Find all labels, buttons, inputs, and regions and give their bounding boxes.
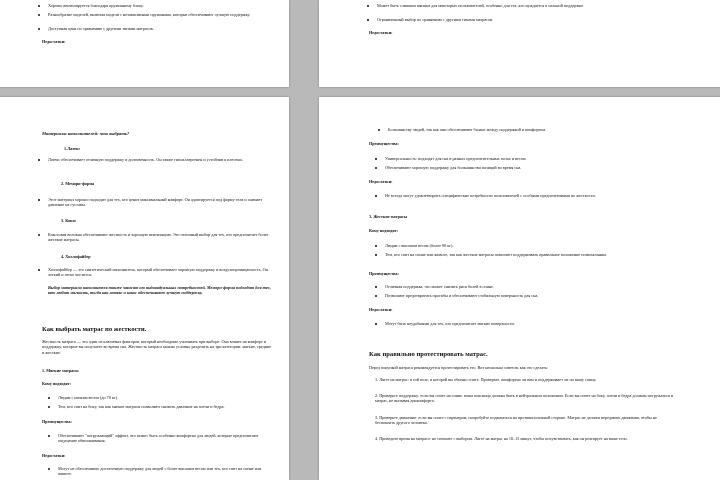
list-item: Латекс обеспечивает отличную поддержку и долговечность. Он также гипоаллергенен и устойчив к плесени. <box>48 157 243 162</box>
numbered-heading: 3. Кокос <box>61 218 77 223</box>
bullet <box>378 129 380 131</box>
bullet <box>375 323 377 325</box>
bullet <box>38 199 40 201</box>
section-label: Преимущества: <box>369 141 399 146</box>
list-item: Не всегда могут удовлетворить специфические потребности пользователей с особыми предпочтениями по жесткости. <box>385 193 596 198</box>
section-label: Преимущества: <box>42 419 72 424</box>
list-item: Могут не обеспечивать достаточную поддержку для людей с более высоким весом или тех, кто спит на спине или животе. <box>58 466 262 477</box>
bullet <box>375 195 377 197</box>
section-label: Кому подходят: <box>42 381 72 386</box>
emphasis-note: Выбор материала наполнителя также зависит от индивидуальных потребностей. Мемори-форма подходит для тех, кто любит мягкость, тогда как латекс и кокос обеспечивают лучшую поддержку. <box>48 285 271 296</box>
list-item: Доступная цена по сравнению с другими типами матрасов. <box>48 26 154 31</box>
list-item: Может быть слишком мягким для некоторых пользователей, особенно для тех, кто нуждается в сильной поддержке. <box>377 3 585 8</box>
document-page-4 <box>319 97 720 480</box>
document-page-2 <box>319 0 720 87</box>
bullet <box>48 468 50 470</box>
bullet <box>375 167 377 169</box>
bullet <box>375 245 377 247</box>
numbered-item: 4. Проведите время на матрасе: не спешите с выбором. Лягте на матрас на 10–15 минут, чтобы почувствовать, как он реагирует на ваше тело. <box>375 436 628 441</box>
document-page-3 <box>0 97 289 480</box>
document-page-1 <box>0 0 289 87</box>
numbered-heading: 1. Мягкие матрасы <box>42 368 79 373</box>
bullet <box>48 406 50 408</box>
section-heading: Как выбрать матрас по жесткости. <box>42 326 147 333</box>
bullet <box>375 286 377 288</box>
list-item: Ограниченный выбор по сравнению с другими типами матрасов. <box>377 17 494 22</box>
bullet <box>38 5 40 7</box>
section-label: Недостатки: <box>369 307 393 312</box>
bullet <box>38 28 40 30</box>
section-label: Преимущества: <box>369 271 399 276</box>
bullet <box>367 5 369 7</box>
numbered-heading: 2. Мемори-форма <box>61 181 95 186</box>
bullet <box>375 158 377 160</box>
list-item: Холлофайбер — это синтетический наполнитель, который обеспечивает хорошую поддержку и воздухопроницаемость. Он легкий и легко чистится. <box>48 267 268 278</box>
list-item: Универсальность: подходят для сна в разных предпочтительных позах и весом. <box>385 156 527 161</box>
numbered-item: 1. Лягте на матрас: в той позе, в которой вы обычно спите. Проверьте, комфортно ли вам и поддерживает ли он вашу спину. <box>375 377 597 382</box>
section-heading: Как правильно протестировать матрас. <box>369 351 488 358</box>
list-item: Тем, кто спит на боку, так как мягкие матрасы позволяют снизить давление на плечи и бедра. <box>58 404 225 409</box>
numbered-heading: 1.Латекс <box>64 146 81 151</box>
list-item: Людям с высоким весом (более 90 кг). <box>385 243 454 248</box>
paragraph: Перед покупкой матраса рекомендуется протестировать его. Вот несколько советов, как это сделать: <box>369 365 549 370</box>
list-item: Обеспечивают хорошую поддержку для большинства позиций во время сна. <box>385 165 522 170</box>
section-label: Кому подходят: <box>369 228 399 233</box>
bullet <box>48 397 50 399</box>
section-label: Недостатки: <box>42 453 66 458</box>
paragraph: Жесткость матраса — это один из ключевых факторов, который необходимо учитывать при выборе. Она влияет на комфорт и поддержку, которые вы получаете во время сна. Жесткость матраса можно условно разделить на три категории: мягкие, средние и жесткие. <box>42 339 272 355</box>
bullet <box>38 14 40 16</box>
section-title: Материалы наполнителей: что выбрать? <box>42 131 130 136</box>
numbered-item: 3. Проверьте движение: если вы спите с партнером, попробуйте подвигаться на противоположной стороне. Матрас не должен передавать движения, чтобы не беспокоить другого человека. <box>375 415 658 426</box>
section-label: Недостатки: <box>42 39 66 44</box>
bullet <box>375 295 377 297</box>
list-item: Отличная поддержка, что может снизить риск болей в спине. <box>385 284 494 289</box>
numbered-heading: 4. Холлофайбер <box>61 254 91 259</box>
list-item: Разнообразие моделей, включая модели с независимыми пружинами, которые обеспечивают лучшую поддержку. <box>48 12 251 17</box>
list-item: Этот материал хорошо подходит для тех, кто ценит максимальный комфорт. Он адаптируется под форму тела и снимает давление на суставы. <box>48 197 263 208</box>
bullet <box>38 234 40 236</box>
bullet <box>38 269 40 271</box>
section-label: Недостатки: <box>369 179 393 184</box>
bullet <box>38 159 40 161</box>
list-item: Людям с низким весом (до 70 кг). <box>58 395 119 400</box>
numbered-item: 2. Проверьте поддержку: если вы спите на спине, ваша поясница должна быть в нейтральном положении. Если вы спите на боку, плечи и бедра должны погружаться в матрас, не вызывая дискомфорта. <box>375 393 673 404</box>
list-item: Позволяют предотвратить прогибы и обеспечивают стабильную поверхность для сна. <box>385 293 539 298</box>
list-item: Кокосовая волокна обеспечивают жесткость и хорошую вентиляцию. Это отличный выбор для тех, кто предпочитает более жесткие матрасы. <box>48 232 269 243</box>
list-item: Хорошо вентилируется благодаря пружинному блоку. <box>48 3 144 8</box>
list-item: Могут быть неудобными для тех, кто предпочитает мягкие поверхности. <box>385 321 515 326</box>
list-item: Обеспечивают "погружающий" эффект, что может быть особенно комфортно для людей, которые предпочитают ощущение обволакивания. <box>58 433 259 444</box>
numbered-heading: 3. Жесткие матрасы <box>369 214 408 219</box>
section-label: Недостатки: <box>369 30 393 35</box>
bullet <box>375 254 377 256</box>
list-item: Большинству людей, так как они обеспечивают баланс между поддержкой и комфортом. <box>388 127 546 132</box>
bullet <box>48 435 50 437</box>
bullet <box>367 19 369 21</box>
list-item: Тем, кто спит на спине или животе, так как жесткие матрасы помогают поддерживать правильное положение позвоночника. <box>385 252 608 257</box>
